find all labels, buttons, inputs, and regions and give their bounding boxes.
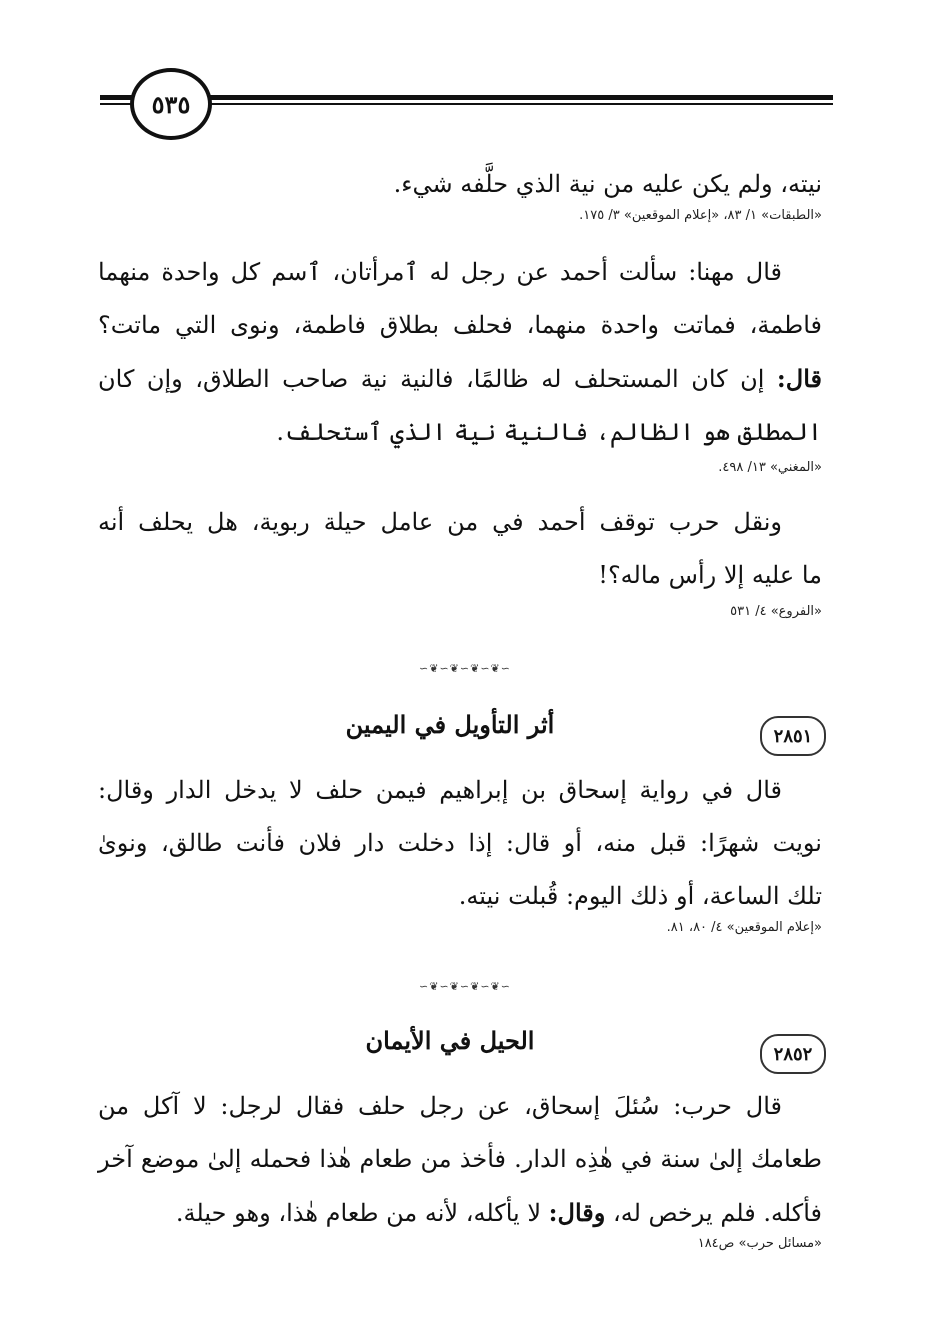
section-number-badge: ٢٨٥١: [760, 716, 826, 756]
citation: «الطبقات» ١/ ٨٣، «إعلام الموقعين» ٣/ ١٧٥.: [579, 208, 822, 223]
text-line: قال مهنا: سألت أحمد عن رجل له ٱمرأتان، ٱسم كل واحدة منهما: [98, 258, 782, 286]
text-line: المطلق هو الظالم، فالنية نية الذي ٱستحلف.: [276, 418, 822, 446]
ornament-divider: ∽❦∽❦∽❦∽❦∽: [419, 661, 511, 675]
section-body: [98, 1080, 822, 1240]
citation: «مسائل حرب» ص١٨٤: [697, 1236, 822, 1251]
paragraph-continuation: نيته، ولم يكن عليه من نية الذي حلَّفه شيء.: [393, 170, 822, 198]
text-line: قال: إن كان المستحلف له ظالمًا، فالنية نية صاحب الطلاق، وإن كان: [98, 364, 822, 393]
paragraph-mihna: [98, 246, 822, 459]
text-line: قال حرب: سُئلَ إسحاق، عن رجل حلف فقال لرجل: لا آكل من: [98, 1092, 782, 1120]
paragraph-harb: [98, 496, 822, 602]
text-line: ونقل حرب توقف أحمد في من عامل حيلة ربوية، هل يحلف أنه: [98, 508, 782, 536]
ornament-divider: ∽❦∽❦∽❦∽❦∽: [419, 979, 511, 993]
keyword-qala: قال:: [776, 364, 822, 393]
text-line: طعامك إلىٰ سنة في هٰذِه الدار. فأخذ من طعام هٰذا فحمله إلىٰ موضع آخر: [98, 1145, 822, 1173]
citation: «المغني» ١٣/ ٤٩٨.: [718, 460, 822, 475]
section-body: [98, 764, 822, 923]
citation: «إعلام الموقعين» ٤/ ٨٠، ٨١.: [666, 920, 822, 935]
section-title: أثر التأويل في اليمين: [345, 710, 555, 739]
page-number: ٥٣٥: [130, 68, 212, 140]
text-line: فاطمة، فماتت واحدة منهما، فحلف بطلاق فاطمة، ونوى التي ماتت؟: [98, 311, 822, 339]
text-line: تلك الساعة، أو ذلك اليوم: قُبلت نيته.: [458, 882, 822, 910]
text-line: نويت شهرًا: قبل منه، أو قال: إذا دخلت دار فلان فأنت طالق، ونوىٰ: [98, 829, 822, 857]
citation: «الفروع» ٤/ ٥٣١: [730, 604, 822, 619]
section-number-badge: ٢٨٥٢: [760, 1034, 826, 1074]
text-line: فأكله. فلم يرخص له، وقال: لا يأكله، لأنه من طعام هٰذا، وهو حيلة.: [175, 1198, 822, 1227]
section-title: الحيل في الأيمان: [365, 1026, 535, 1055]
text-line: قال في رواية إسحاق بن إبراهيم فيمن حلف لا يدخل الدار وقال:: [98, 776, 782, 804]
keyword-qala: وقال:: [548, 1198, 606, 1227]
text-line: ما عليه إلا رأس ماله؟!: [598, 561, 822, 589]
